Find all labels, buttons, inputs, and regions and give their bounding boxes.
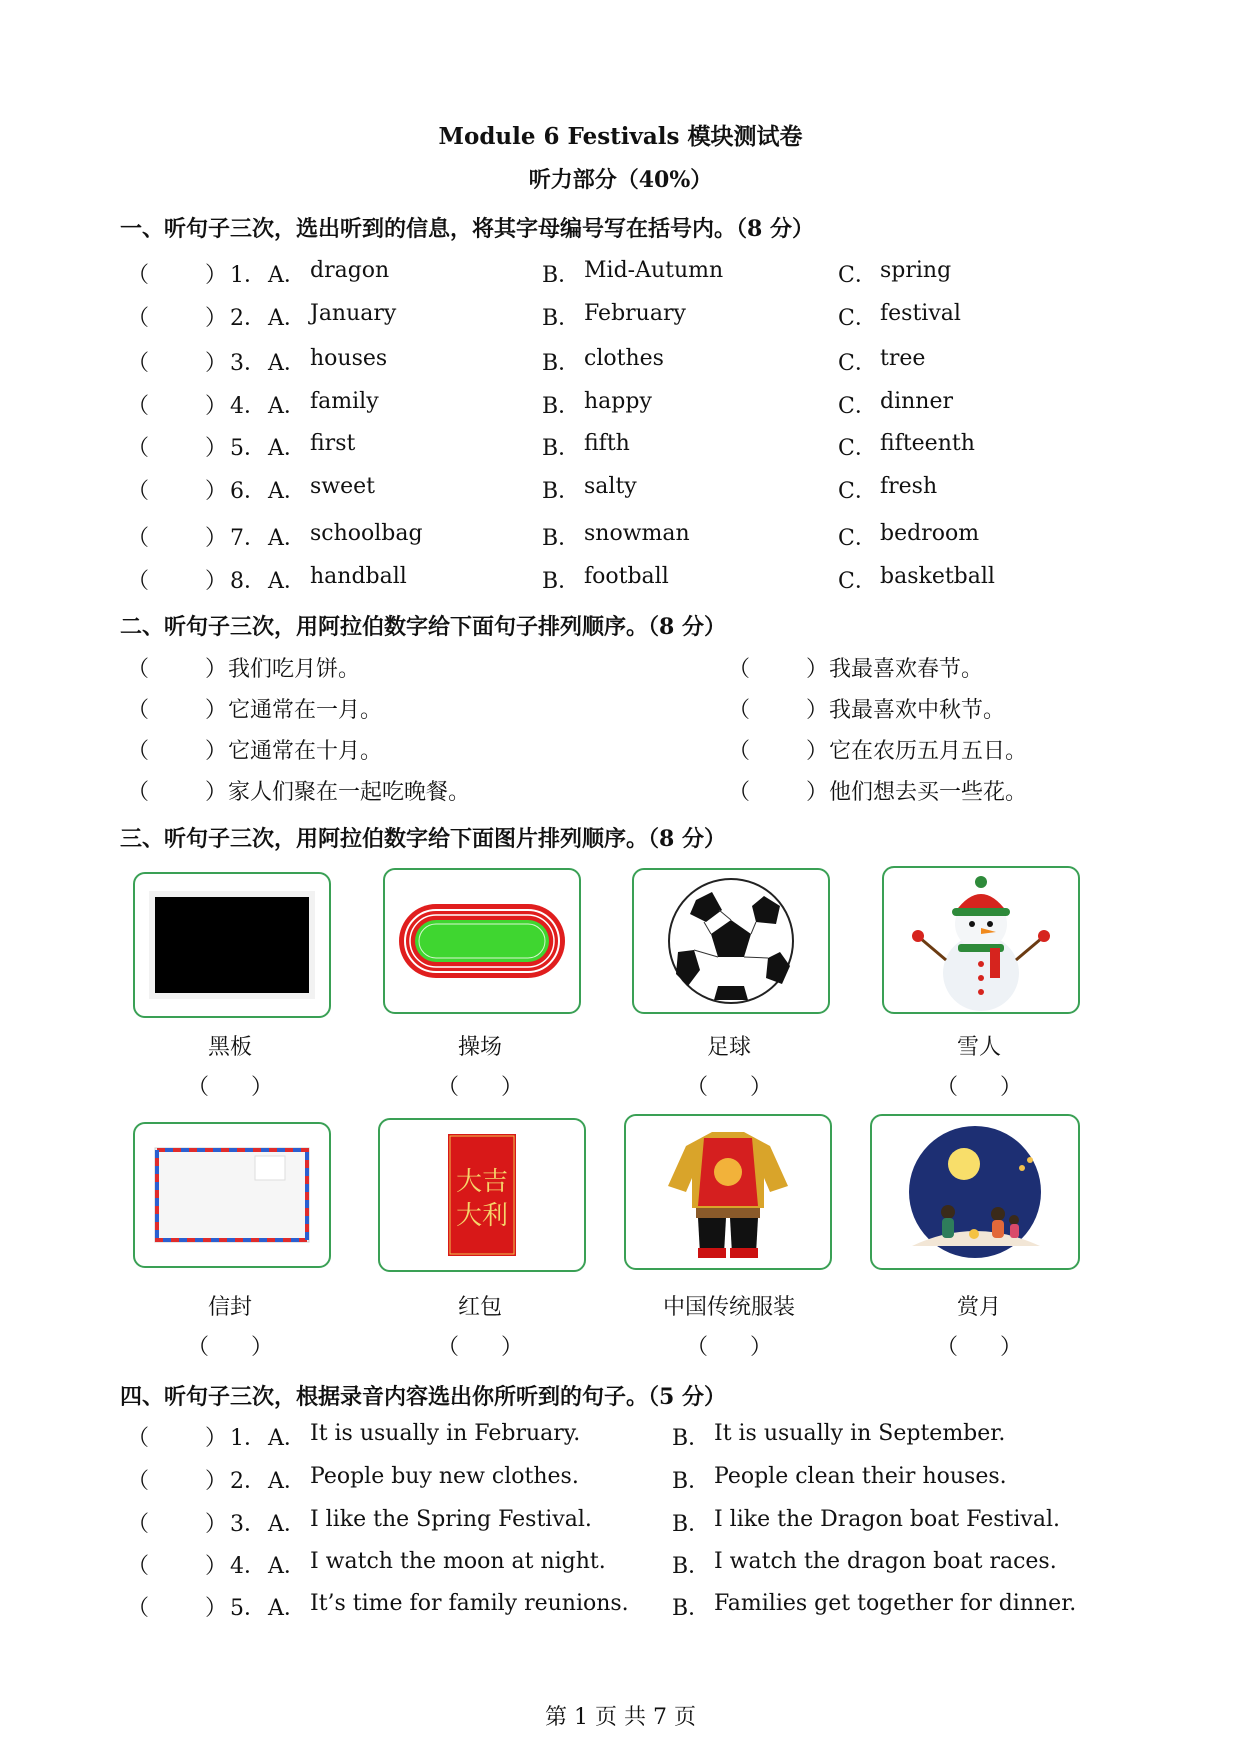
option-b-letter: B． <box>672 1596 711 1621</box>
answer-bracket[interactable] <box>130 1330 330 1361</box>
option-b-text: People clean their houses. <box>714 1464 1007 1489</box>
question-number: 6． <box>230 479 266 504</box>
option-b-text: football <box>584 564 669 589</box>
paren-close: ） <box>250 1335 273 1360</box>
option-c-text: bedroom <box>880 521 980 546</box>
paren-close: ） <box>205 263 228 288</box>
picture-caption: 黑板 <box>207 1035 252 1060</box>
hongbao-line2: 大利 <box>455 1201 509 1231</box>
option-b-letter: B． <box>542 394 581 419</box>
option-c-letter: C． <box>838 394 877 419</box>
playground-picture <box>383 868 581 1014</box>
answer-bracket[interactable] <box>130 1070 330 1101</box>
paren-close: ） <box>500 1335 523 1360</box>
sentence-left: 它通常在一月。 <box>228 698 383 723</box>
option-a-letter: A． <box>268 1554 306 1579</box>
sentence-left: 家人们聚在一起吃晚餐。 <box>228 780 471 805</box>
option-a-text: handball <box>310 564 407 589</box>
paren-close: ） <box>999 1075 1022 1100</box>
answer-bracket[interactable] <box>380 1070 580 1101</box>
sentence-left: 我们吃月饼。 <box>228 657 361 682</box>
option-a-letter: A． <box>268 394 306 419</box>
paren-open: （ <box>936 1335 959 1360</box>
option-a-letter: A． <box>268 351 306 376</box>
option-b-letter: B． <box>542 351 581 376</box>
question-number: 4． <box>230 394 266 419</box>
option-a-letter: A． <box>268 1426 306 1451</box>
option-b-text: clothes <box>584 346 664 371</box>
option-c-letter: C． <box>838 436 877 461</box>
option-b-text: fifth <box>584 431 630 456</box>
option-c-text: basketball <box>880 564 995 589</box>
paren-open: （ <box>187 1075 210 1100</box>
paren-close: ） <box>205 739 228 764</box>
paren-close: ） <box>205 780 228 805</box>
section4-heading: 四、听句子三次，根据录音内容选出你所听到的句子。（5 分） <box>120 1384 726 1410</box>
paren-open[interactable]: （ <box>127 1469 150 1494</box>
picture-caption: 雪人 <box>956 1035 1001 1060</box>
option-c-text: spring <box>880 258 952 283</box>
option-b-text: It is usually in September. <box>714 1421 1006 1446</box>
option-c-letter: C． <box>838 263 877 288</box>
paren-close: ） <box>806 698 829 723</box>
moon-watching-icon <box>872 1116 1078 1268</box>
sentence-right: 他们想去买一些花。 <box>829 780 1028 805</box>
section-subtitle: 听力部分（40%） <box>528 167 713 193</box>
option-b-text: happy <box>584 389 652 414</box>
envelope-icon <box>135 1124 329 1266</box>
option-b-letter: B． <box>672 1554 711 1579</box>
option-b-text: I like the Dragon boat Festival. <box>714 1507 1060 1532</box>
option-c-letter: C． <box>838 526 877 551</box>
option-b-letter: B． <box>542 436 581 461</box>
traditional-clothes-icon <box>626 1116 830 1268</box>
paren-close: ） <box>205 1554 228 1579</box>
option-a-text: houses <box>310 346 388 371</box>
question-number: 1． <box>230 1426 266 1451</box>
paren-open[interactable]: （ <box>127 1426 150 1451</box>
red-envelope-picture <box>378 1118 586 1272</box>
paren-open: （ <box>187 1335 210 1360</box>
option-b-text: February <box>584 301 686 326</box>
paren-open[interactable]: （ <box>127 351 150 376</box>
option-b-letter: B． <box>542 263 581 288</box>
answer-bracket[interactable] <box>380 1330 580 1361</box>
paren-close: ） <box>749 1075 772 1100</box>
question-number: 3． <box>230 351 266 376</box>
option-a-letter: A． <box>268 1469 306 1494</box>
paren-close: ） <box>806 780 829 805</box>
paren-close: ） <box>205 479 228 504</box>
question-number: 1． <box>230 263 266 288</box>
paren-close: ） <box>205 698 228 723</box>
option-a-letter: A． <box>268 526 306 551</box>
option-c-letter: C． <box>838 351 877 376</box>
option-a-letter: A． <box>268 1596 306 1621</box>
picture-caption: 操场 <box>457 1035 502 1060</box>
envelope-picture <box>133 1122 331 1268</box>
option-b-letter: B． <box>542 526 581 551</box>
paren-open[interactable]: （ <box>127 780 150 805</box>
option-c-text: tree <box>880 346 926 371</box>
option-b-letter: B． <box>672 1512 711 1537</box>
paren-open[interactable]: （ <box>728 739 751 764</box>
sentence-right: 它在农历五月五日。 <box>829 739 1028 764</box>
paren-open[interactable]: （ <box>127 263 150 288</box>
paren-open[interactable]: （ <box>127 1554 150 1579</box>
option-a-letter: A． <box>268 569 306 594</box>
option-b-letter: B． <box>542 306 581 331</box>
hongbao-line1: 大吉 <box>455 1167 509 1197</box>
sentence-right: 我最喜欢春节。 <box>829 657 984 682</box>
option-b-text: Mid-Autumn <box>584 258 724 283</box>
option-b-letter: B． <box>672 1469 711 1494</box>
page-footer: 第 1 页 共 7 页 <box>545 1705 696 1730</box>
answer-bracket[interactable] <box>879 1070 1079 1101</box>
sentence-right: 我最喜欢中秋节。 <box>829 698 1006 723</box>
option-a-text: It is usually in February. <box>310 1421 581 1446</box>
option-c-text: fifteenth <box>880 431 975 456</box>
option-a-letter: A． <box>268 263 306 288</box>
paren-open[interactable]: （ <box>127 394 150 419</box>
paren-open[interactable]: （ <box>127 739 150 764</box>
option-a-text: family <box>310 389 379 414</box>
option-a-text: first <box>310 431 356 456</box>
option-a-letter: A． <box>268 479 306 504</box>
paren-close: ） <box>205 569 228 594</box>
paren-open[interactable]: （ <box>728 698 751 723</box>
paren-close: ） <box>205 394 228 419</box>
red-envelope-icon <box>380 1120 584 1270</box>
paren-close: ） <box>205 351 228 376</box>
paren-open[interactable]: （ <box>127 569 150 594</box>
option-c-letter: C． <box>838 569 877 594</box>
question-number: 2． <box>230 1469 266 1494</box>
moon-watching-picture <box>870 1114 1080 1270</box>
traditional-clothes-picture <box>624 1114 832 1270</box>
paren-close: ） <box>999 1335 1022 1360</box>
paren-open: （ <box>936 1075 959 1100</box>
answer-bracket[interactable] <box>879 1330 1079 1361</box>
option-a-text: People buy new clothes. <box>310 1464 579 1489</box>
paren-open: （ <box>686 1335 709 1360</box>
option-c-letter: C． <box>838 306 877 331</box>
option-b-letter: B． <box>542 479 581 504</box>
option-a-text: January <box>310 301 397 326</box>
paren-close: ） <box>250 1075 273 1100</box>
paren-open[interactable]: （ <box>127 1596 150 1621</box>
football-icon <box>634 870 828 1012</box>
paren-open: （ <box>437 1075 460 1100</box>
question-number: 2． <box>230 306 266 331</box>
paren-open[interactable]: （ <box>127 698 150 723</box>
option-b-text: I watch the dragon boat races. <box>714 1549 1057 1574</box>
paren-open: （ <box>686 1075 709 1100</box>
picture-caption: 足球 <box>706 1035 751 1060</box>
paren-open[interactable]: （ <box>728 657 751 682</box>
paren-open[interactable]: （ <box>127 657 150 682</box>
option-a-text: I watch the moon at night. <box>310 1549 606 1574</box>
paren-close: ） <box>205 1596 228 1621</box>
question-number: 5． <box>230 1596 266 1621</box>
paren-open[interactable]: （ <box>127 436 150 461</box>
paren-close: ） <box>205 306 228 331</box>
paren-close: ） <box>205 1469 228 1494</box>
question-number: 8． <box>230 569 266 594</box>
question-number: 5． <box>230 436 266 461</box>
picture-caption: 红包 <box>457 1295 502 1320</box>
question-number: 3． <box>230 1512 266 1537</box>
section1-heading: 一、听句子三次，选出听到的信息，将其字母编号写在括号内。（8 分） <box>120 216 814 242</box>
playground-icon <box>385 870 579 1012</box>
answer-bracket[interactable] <box>629 1330 829 1361</box>
paren-close: ） <box>205 1426 228 1451</box>
blackboard-picture <box>133 872 331 1018</box>
snowman-icon <box>884 868 1078 1012</box>
picture-caption: 中国传统服装 <box>662 1295 795 1320</box>
blackboard-icon <box>135 874 329 1016</box>
paren-open[interactable]: （ <box>127 1512 150 1537</box>
page-title: Module 6 Festivals 模块测试卷 <box>438 123 803 150</box>
paren-close: ） <box>205 436 228 461</box>
sentence-left: 它通常在十月。 <box>228 739 383 764</box>
picture-caption: 信封 <box>207 1295 252 1320</box>
paren-close: ） <box>205 1512 228 1537</box>
option-b-letter: B． <box>672 1426 711 1451</box>
option-a-letter: A． <box>268 306 306 331</box>
option-c-text: dinner <box>880 389 953 414</box>
question-number: 7． <box>230 526 266 551</box>
answer-bracket[interactable] <box>629 1070 829 1101</box>
paren-open[interactable]: （ <box>728 780 751 805</box>
option-a-letter: A． <box>268 436 306 461</box>
section3-heading: 三、听句子三次，用阿拉伯数字给下面图片排列顺序。（8 分） <box>120 826 726 852</box>
option-b-text: salty <box>584 474 637 499</box>
option-a-text: schoolbag <box>310 521 423 546</box>
paren-close: ） <box>806 657 829 682</box>
paren-close: ） <box>806 739 829 764</box>
snowman-picture <box>882 866 1080 1014</box>
paren-open: （ <box>437 1335 460 1360</box>
option-b-letter: B． <box>542 569 581 594</box>
option-a-text: dragon <box>310 258 390 283</box>
option-a-text: sweet <box>310 474 376 499</box>
paren-open[interactable]: （ <box>127 479 150 504</box>
paren-close: ） <box>749 1335 772 1360</box>
option-c-text: festival <box>880 301 961 326</box>
paren-close: ） <box>205 657 228 682</box>
picture-caption: 赏月 <box>956 1295 1001 1320</box>
option-b-text: Families get together for dinner. <box>714 1591 1077 1616</box>
section2-heading: 二、听句子三次，用阿拉伯数字给下面句子排列顺序。（8 分） <box>120 614 726 640</box>
option-a-text: I like the Spring Festival. <box>310 1507 592 1532</box>
option-b-text: snowman <box>584 521 690 546</box>
option-a-text: It’s time for family reunions. <box>310 1591 629 1616</box>
question-number: 4． <box>230 1554 266 1579</box>
option-c-letter: C． <box>838 479 877 504</box>
paren-close: ） <box>205 526 228 551</box>
paren-open[interactable]: （ <box>127 526 150 551</box>
football-picture <box>632 868 830 1014</box>
paren-close: ） <box>500 1075 523 1100</box>
option-a-letter: A． <box>268 1512 306 1537</box>
option-c-text: fresh <box>880 474 938 499</box>
paren-open[interactable]: （ <box>127 306 150 331</box>
